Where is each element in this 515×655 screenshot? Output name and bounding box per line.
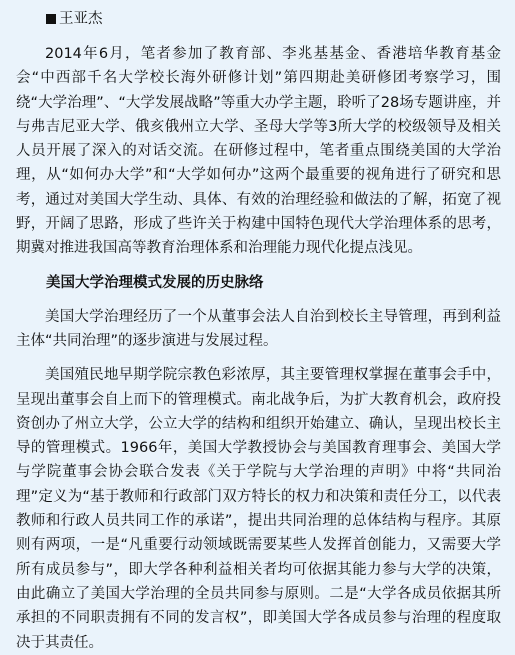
body-paragraph-history: 美国殖民地早期学院宗教色彩浓厚，其主要管理权掌握在董事会手中，呈现出董事会自上而下的管理模式。南北战争后，为扩大教育机会，政府投资创办了州立大学，公立大学的结构和组织开始建立、确认，呈现出校长主导的管理模式。1966年，美国大学教授协会与美国教育理事会、美国大学与学院董事会协会联合发表《关于学院与大学治理的声明》中将“共同治理”定义为“基于教师和行政部门双方特长的权力和决策和责任分工，以代表教师和行政人员共同工作的承诺”，提出共同治理的总体结构与程序。其原则有两项，一是“凡重要行动领域既需要某些人发挥首创能力，又需要大学所有成员参与”，即大学各种利益相关者均可依据其能力参与大学的决策，由此确立了美国大学治理的全员共同参与原则。二是“大学各成员依据其所承担的不同职责拥有不同的发言权”，即美国大学各成员参与治理的程度取决于其责任。 [16,367,501,651]
author-line [16,8,501,30]
body-paragraph-evolution: 美国大学治理经历了一个从董事会法人自治到校长主导管理，再到利益主体“共同治理”的逐步演进与发展过程。 [16,308,501,349]
author-name: 王亚杰 [59,11,103,27]
section-heading: 美国大学治理模式发展的历史脉络 [46,274,264,291]
square-bullet-icon [46,14,56,24]
intro-paragraph: 2014年6月，笔者参加了教育部、李兆基基金、香港培华教育基金会“中西部千名大学校长海外研修计划”第四期赴美研修团考察学习，围绕“大学治理”、“大学发展战略”等重大办学主题，聆听了28场专题讲座，并与弗吉尼亚大学、俄亥俄州立大学、圣母大学等3所大学的校级领导及相关人员开展了深入的对话交流。在研修过程中，笔者重点围绕美国的大学治理，从“如何办大学”和“大学如何办”这两个最重要的视角进行了研究和思考，通过对美国大学生动、具体、有效的治理经验和做法的了解，拓宽了视野，开阔了思路，形成了些许关于构建中国特色现代大学治理体系的思考，期冀对推进我国高等教育治理体系和治理能力现代化提点浅见。 [16,46,501,257]
